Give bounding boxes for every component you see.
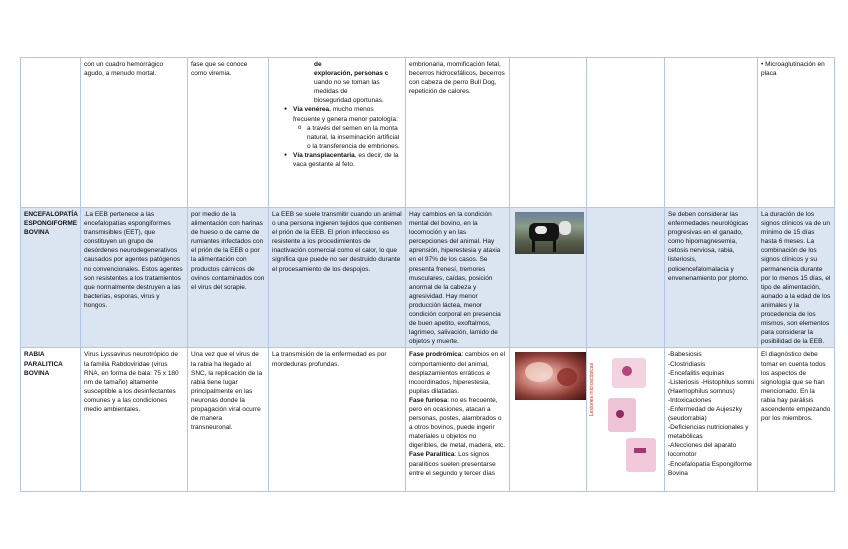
signs-cell: embrionaria, momificación fetal, becerros hidrocefálicos, becerros con cabeza de perro Bull Dog, repetición de calores. bbox=[406, 58, 510, 208]
diagnosis-cell: • Microaglutinación en placa bbox=[758, 58, 835, 208]
phase-label: Fase Paralítica bbox=[409, 451, 455, 459]
disease-name-cell: RABIA PARALITICA BOVINA bbox=[21, 348, 81, 492]
figure-label: Lesiones microscópicas bbox=[589, 363, 595, 417]
pathogenesis-cell: fase que se conoce como viremia. bbox=[188, 58, 269, 208]
signs-cell: Hay cambios en la condición mental del bovino, en la locomoción y en las percepciones del animal. Hay aprensión, hiperestesia y ataxia en el 97% de los casos. Se presenta frenesí, tremores musculares, caídas, posición anormal de la cabeza y agresividad. Hay menor producción láctea, menor condición corporal en presencia de buen apetito, exoftalmos, lagrimeo, salivación, lamido de objetos y muerte. bbox=[406, 208, 510, 348]
venerea-label: Vía venérea bbox=[293, 106, 330, 114]
etiology-cell: Virus Lyssavirus neurotrópico de la familia Rabdoviridae (virus RNA, en forma de bala: 75 x 180 nm de tamaño) altamente susceptible a los desinfectantes comunes y a las condiciones medio ambientales. bbox=[81, 348, 188, 492]
cow-photo bbox=[515, 212, 584, 254]
list-item bbox=[293, 151, 402, 169]
list-item: -Encefalopatía Espongiforme Bovina bbox=[668, 460, 752, 477]
text-line: bioseguridad oportunas. bbox=[314, 97, 384, 105]
microscopic-lesions-figure bbox=[589, 352, 662, 480]
text-line: exploración, personas c bbox=[314, 70, 389, 78]
brain-lesion-photo bbox=[515, 352, 586, 400]
list-item: -Afecciones del aparato locomotor bbox=[668, 442, 737, 459]
image-cell bbox=[587, 58, 665, 208]
diagnosis-cell: El diagnóstico debe tomar en cuenta todos los aspectos de signología que se han mencionado. En la rabia hay parálisis ascendente empezando por los miembros. bbox=[758, 348, 835, 492]
phase-label: Fase prodrómica bbox=[409, 351, 462, 359]
image-cell bbox=[587, 208, 665, 348]
transplacental-label: Vía transplacentaria bbox=[293, 151, 355, 159]
differential-cell: Se deben considerar las enfermedades neurológicas progresivas en el ganado, como hipomagnesemia, cetosis nerviosa, rabia, listeriosis, polioencefalomalacia y envenenamiento por plomo. bbox=[665, 208, 758, 348]
image-cell bbox=[510, 208, 587, 348]
phase-label: Fase furiosa bbox=[409, 396, 448, 404]
diagnosis-cell: La duración de los signos clínicos va de un mínimo de 15 días hasta 6 meses. La combinación de los signos clínicos y su permanencia durante por lo menos 15 días, el tipo de alimentación, aunado a la edad de los animales y la procedencia de los mismos, son elementos para considerar la posibilidad de la EEB. bbox=[758, 208, 835, 348]
text-line: uando no se toman las bbox=[314, 79, 380, 87]
table-row bbox=[21, 348, 835, 492]
etiology-cell: con un cuadro hemorrágico agudo, a menudo mortal. bbox=[81, 58, 188, 208]
list-item: -Encefalitis equinas bbox=[668, 369, 725, 377]
list-item: -Intoxicaciones bbox=[668, 396, 712, 404]
phase-prodromica bbox=[409, 350, 506, 395]
transplacental-text: , es decir, de la vaca gestante al feto. bbox=[293, 151, 399, 169]
list-item: -Enfermedad de Aujeszky (seudorrabia) bbox=[668, 405, 743, 423]
disease-name-cell: ENCEFALOPATÍA ESPONGIFORME BOVINA bbox=[21, 208, 81, 348]
transmission-cell: La transmisión de la enfermedad es por mordeduras profundas. bbox=[269, 348, 406, 492]
text-line: de bbox=[314, 61, 322, 68]
phase-paralitica bbox=[409, 450, 506, 477]
table-row bbox=[21, 208, 835, 348]
image-cell bbox=[587, 348, 665, 492]
list-item: -Deficiencias nutricionales y metabólicas bbox=[668, 424, 749, 441]
sub-list-item: o a través del semen en la monta natural, la inseminación artificial o la transferencia de embriones. bbox=[307, 124, 402, 151]
text-line: medidas de bbox=[314, 88, 348, 96]
table-row bbox=[21, 58, 835, 208]
venerea-text: , mucho menos frecuente y genera menor patología: bbox=[293, 106, 398, 123]
list-item: -Clostridiasis bbox=[668, 360, 706, 368]
list-item: -Babesiosis bbox=[668, 351, 702, 359]
phase-text: : Los signos paralíticos suelen presentarse entre el segundo y tercer días bbox=[409, 451, 496, 477]
differential-cell bbox=[665, 348, 758, 492]
phase-text: : no es frecuente, pero en ocasiones, atacan a personas, postes, alambrados o a otros bovinos, puede ingerir materiales u objetos no digeribles, de metal, madera, etc. bbox=[409, 396, 506, 450]
phase-furiosa bbox=[409, 396, 506, 451]
transmission-cell bbox=[269, 58, 406, 208]
pathogenesis-cell: Una vez que el virus de la rabia ha llegado al SNC, la replicación de la rabia tiene lugar principalmente en las neuronas donde la propagación viral ocurre de manera transneuronal. bbox=[188, 348, 269, 492]
phase-text: : cambios en el comportamiento del animal, desplazamientos erráticos e incoordinados, hiperestesia, pupilas dilatadas. bbox=[409, 351, 506, 395]
disease-table bbox=[20, 57, 835, 492]
etiology-cell: .La EEB pertenece a las encefalopatías espongiformes transmisibles (EET), que constituyen un grupo de desórdenes neurodegenerativos causados por agentes patógenos no convencionales. Estos agentes son resistentes a los tratamientos que normalmente destruyen a las bacterias, esporas, virus y hongos. bbox=[81, 208, 188, 348]
list-item bbox=[293, 105, 402, 150]
image-cell bbox=[510, 58, 587, 208]
differential-cell bbox=[665, 58, 758, 208]
pathogenesis-cell: por medio de la alimentación con harinas de hueso o de carne de rumiantes infectados con el prión de la EEB o por la alimentación con productos cárnicos de ovinos contaminados con el virus del scrapie. bbox=[188, 208, 269, 348]
signs-cell bbox=[406, 348, 510, 492]
transmission-cell: La EEB se suele transmitir cuando un animal o una persona ingieren tejidos que contienen el prión de la EEB. El prion infeccioso es resistente a los procedimientos de inactivación comercial como el calor, lo que significa que puede no ser destruido durante el procesamiento de los despojos. bbox=[269, 208, 406, 348]
image-cell bbox=[510, 348, 587, 492]
list-item: -Listeriosis -Histophilus somni (Haemophilus somnus) bbox=[668, 378, 754, 395]
disease-name-cell bbox=[21, 58, 81, 208]
